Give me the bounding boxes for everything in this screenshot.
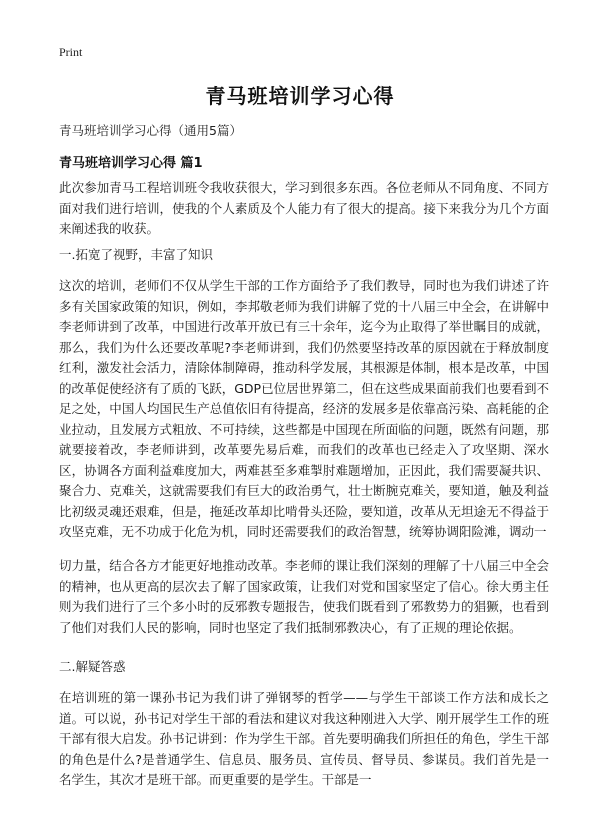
section-heading: 青马班培训学习心得 篇1 (59, 156, 203, 171)
paragraph-body-one: 这次的培训，老师们不仅从学生干部的工作方面给予了我们教导，同时也为我们讲述了许多有关国家政策的知识，例如，李邦敬老师为我们讲解了党的十八届三中全会，在讲解中李老师讲到了改革，中国进行改革开放已有三十余年，迄今为止取得了举世瞩目的成就，那么，我们为什么还要改革呢?李老师讲到，我们仍然要坚持改革的原因就在于释放制度红利，激发社会活力，清除体制障碍，推动科学发展，其根源是体制，根本是改革，中国的改革促使经济有了质的飞跃，GDP已位居世界第二，但在这些成果面前我们也要看到不足之处，中国人均国民生产总值依旧有待提高，经济的发展多是依靠高污染、高耗能的企业拉动，且发展方式粗放、不可持续，这些都是中国现在所面临的问题，既然有问题，那就要接着改，李老师讲到，改革要先易后难，而我们的改革也已经走入了攻坚期、深水区，协调各方面利益难度加大，两难甚至多难掣肘难题增加，正因此，我们需要凝共识、聚合力、克难关，这就需要我们有巨大的政治勇气，壮士断腕克难关，要知道，触及利益比初级灵魂还艰难，但是，拖延改革却比啃骨头还险，要知道，改革从无坦途无不得益于攻坚克难，无不功成于化危为机，同时还需要我们的政治智慧，统筹协调阳险滩，调动一 (59, 278, 549, 539)
page-title: 青马班培训学习心得 (205, 84, 395, 108)
paragraph-intro: 此次参加青马工程培训班令我收获很大，学习到很多东西。各位老师从不同角度、不同方面对我们进行培训，使我的个人素质及个人能力有了很大的提高。接下来我分为几个方面来阐述我的收获。 (59, 180, 549, 236)
subheading-broaden-horizons: 一.拓宽了视野，丰富了知识 (59, 247, 213, 262)
paragraph-body-three: 在培训班的第一课孙书记为我们讲了弹钢琴的哲学——与学生干部谈工作方法和成长之道。可以说，孙书记对学生干部的看法和建议对我这种刚进入大学、刚开展学生工作的班干部有很大启发。孙书记讲到：作为学生干部。首先要明确我们所担任的角色，学生干部的角色是什么?是普通学生、信息员、服务员、宣传员、督导员、参谋员。我们首先是一名学生，其次才是班干部。而更重要的是学生。干部是一 (59, 690, 549, 787)
subheading-answer-questions: 二.解疑答惑 (59, 659, 126, 674)
paragraph-body-two: 切力量，结合各方才能更好地推动改革。李老师的课让我们深刻的理解了十八届三中全会的精神，也从更高的层次去了解了国家政策，让我们对党和国家坚定了信心。徐大勇主任则为我们进行了三个多小时的反邪教专题报告，使我们既看到了邪教势力的猖獗，也看到了他们对我们人民的影响，同时也坚定了我们抵制邪教决心，有了正规的理论依据。 (59, 558, 549, 635)
document-subtitle: 青马班培训学习心得（通用5篇） (59, 123, 242, 138)
print-link[interactable]: Print (59, 45, 83, 59)
